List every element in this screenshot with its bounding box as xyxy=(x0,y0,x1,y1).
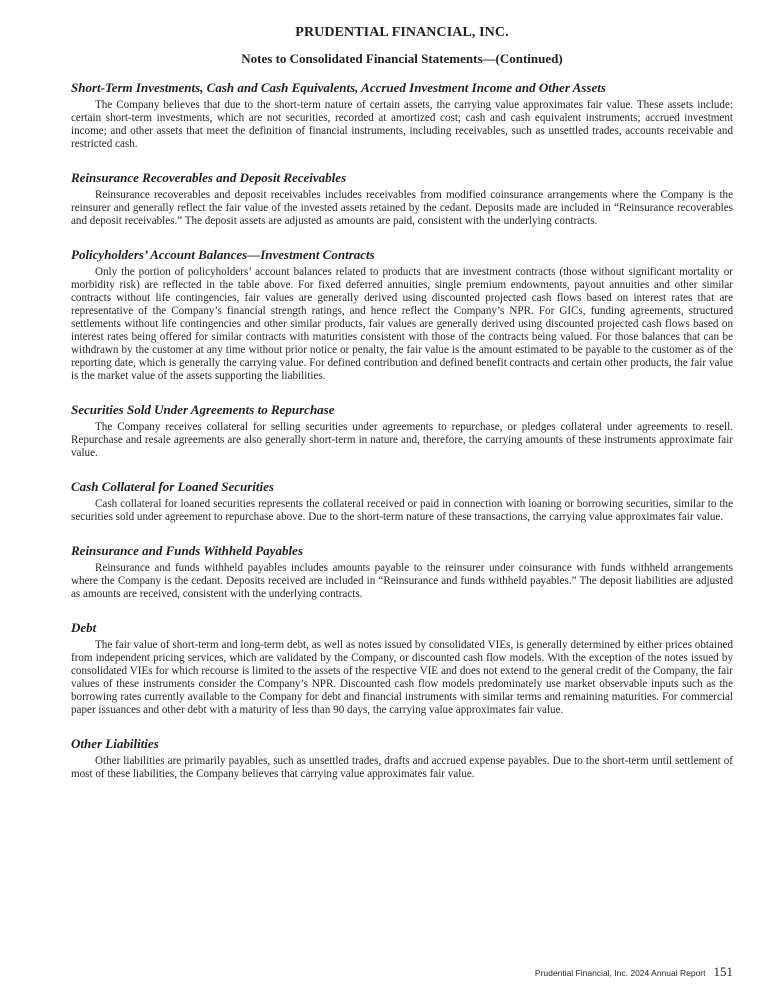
section-body: Only the portion of policyholders’ account balances related to products that are investment contracts (those without significant mortality or morbidity risk) are reflected in the table above. For fixed deferred annuities, single premium endowments, payout annuities and other similar contracts without life contingencies, fair values are generally derived using discounted projected cash flows based on interest rates that are representative of the Company’s financial strength ratings, and hence reflect the Company’s NPR. For GICs, funding agreements, structured settlements without life contingencies and other similar products, fair values are generally derived using discounted projected cash flows based on interest rates being offered for similar contracts with maturities consistent with those of the contracts being valued. For those balances that can be withdrawn by the customer at any time without prior notice or penalty, the fair value is the amount estimated to be payable to the customer as of the reporting date, which is generally the carrying value. For defined contribution and defined benefit contracts and certain other products, the fair value is the market value of the assets supporting the liabilities. xyxy=(71,266,733,382)
report-label: Prudential Financial, Inc. 2024 Annual Report xyxy=(534,968,706,978)
section-heading: Securities Sold Under Agreements to Repurchase xyxy=(71,402,335,417)
section-body: The Company receives collateral for selling securities under agreements to repurchase, or pledges collateral under agreements to resell. Repurchase and resale agreements are also generally short-term in nature and, therefore, the carrying amounts of these instruments approximate fair value. xyxy=(71,421,733,459)
section-heading: Debt xyxy=(71,620,97,635)
section-other-liabilities xyxy=(71,736,733,781)
section-heading: Cash Collateral for Loaned Securities xyxy=(71,479,274,494)
document-page xyxy=(71,0,733,781)
section-securities-sold-repurchase xyxy=(71,402,733,460)
page-number: 151 xyxy=(713,964,733,979)
section-short-term-investments xyxy=(71,80,733,151)
section-debt xyxy=(71,620,733,717)
section-heading: Policyholders’ Account Balances—Investment Contracts xyxy=(71,247,375,262)
section-body: Cash collateral for loaned securities represents the collateral received or paid in connection with loaning or borrowing securities, similar to the securities sold under agreement to repurchase above. Due to the short-term nature of these transactions, the carrying value approximates fair value. xyxy=(71,498,733,523)
section-body: Reinsurance and funds withheld payables includes amounts payable to the reinsurer under coinsurance with funds withheld arrangements where the Company is the cedant. Deposits received are included in “Reinsurance and funds withheld payables.” The deposit liabilities are adjusted as amounts are received, consistent with the underlying contracts. xyxy=(71,562,733,600)
section-body: The fair value of short-term and long-term debt, as well as notes issued by consolidated VIEs, is generally determined by either prices obtained from independent pricing services, which are validated by the Company, or discounted cash flow models. With the exception of the notes issued by consolidated VIEs for which recourse is limited to the assets of the respective VIE and does not extend to the general credit of the Company, the fair values of these instruments consider the Company’s NPR. Discounted cash flow models predominately use market observable inputs such as the borrowing rates currently available to the Company for debt and financial instruments with similar terms and remaining maturities. For commercial paper issuances and other debt with a maturity of less than 90 days, the carrying value approximates fair value. xyxy=(71,639,733,716)
section-body: Other liabilities are primarily payables, such as unsettled trades, drafts and accrued expense payables. Due to the short-term until settlement of most of these liabilities, the Company believes that carrying value approximates fair value. xyxy=(71,755,733,780)
section-heading: Short-Term Investments, Cash and Cash Equivalents, Accrued Investment Income and Other Assets xyxy=(71,80,606,95)
section-heading: Reinsurance and Funds Withheld Payables xyxy=(71,543,303,558)
section-body: Reinsurance recoverables and deposit receivables includes receivables from modified coinsurance arrangements where the Company is the reinsurer and generally reflect the fair value of the invested assets retained by the cedant. Deposits made are included in “Reinsurance recoverables and deposit receivables.” The deposit assets are adjusted as amounts are paid, consistent with the underlying contracts. xyxy=(71,189,733,227)
section-body: The Company believes that due to the short-term nature of certain assets, the carrying value approximates fair value. These assets include: certain short-term investments, which are not securities, recorded at amortized cost; cash and cash equivalent instruments; accrued investment income; and other assets that meet the definition of financial instruments, including receivables, such as unsettled trades, accounts receivable and restricted cash. xyxy=(71,99,733,150)
section-policyholders-account-balances xyxy=(71,247,733,383)
section-cash-collateral xyxy=(71,479,733,524)
section-reinsurance-recoverables xyxy=(71,170,733,228)
section-heading: Other Liabilities xyxy=(71,736,159,751)
company-title: PRUDENTIAL FINANCIAL, INC. xyxy=(295,25,509,40)
section-reinsurance-funds-withheld xyxy=(71,543,733,601)
notes-title: Notes to Consolidated Financial Statements—(Continued) xyxy=(241,51,563,66)
section-heading: Reinsurance Recoverables and Deposit Receivables xyxy=(71,170,347,185)
page-footer xyxy=(535,964,733,980)
